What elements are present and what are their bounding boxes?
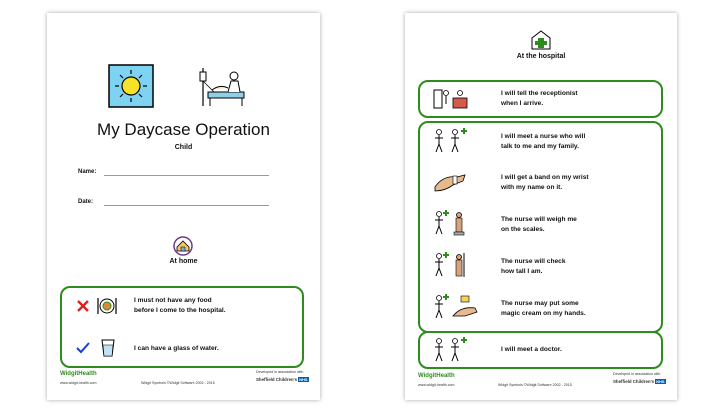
- sun-icon: [108, 64, 154, 108]
- list-item: [420, 207, 661, 241]
- nurse-measuring-height-icon: [433, 252, 469, 278]
- page-heading: At the hospital: [516, 53, 566, 60]
- name-label: Name:: [78, 169, 97, 175]
- page-title: My Daycase Operation: [97, 120, 270, 139]
- doctor-and-family-icon: [433, 337, 469, 363]
- row-text: I will meet a doctor.: [501, 346, 562, 353]
- nurse-and-family-icon: [433, 128, 469, 154]
- partner-logo: Sheffield Children's NHS: [613, 379, 665, 384]
- home-icon: [173, 236, 193, 256]
- list-item: [62, 288, 302, 326]
- reception-box: [418, 80, 663, 118]
- date-line: [104, 205, 269, 206]
- name-line: [104, 175, 269, 176]
- date-field[interactable]: [78, 199, 93, 205]
- list-item: [420, 291, 661, 325]
- receptionist-icon: [433, 87, 469, 111]
- section-heading-at-home: At home: [169, 258, 198, 265]
- page-daycase-cover: [47, 13, 320, 400]
- list-item: [420, 249, 661, 283]
- row-text: I will meet a nurse who will talk to me and my family.: [501, 133, 586, 150]
- row-text: The nurse may put some magic cream on my hands.: [501, 300, 586, 317]
- footer-partner-note: Developed in association with: [256, 370, 304, 374]
- footer-url[interactable]: www.widgit-health.com: [60, 381, 97, 385]
- list-item: [420, 82, 661, 116]
- name-field[interactable]: [78, 169, 96, 175]
- footer-copyright: Widgit Symbols ©Widgit Software 2002 - 2015: [141, 381, 215, 385]
- page-at-the-hospital: [405, 13, 677, 400]
- row-text: I will get a band on my wrist with my name on it.: [501, 174, 589, 191]
- footer-url[interactable]: www.widgit-health.com: [418, 383, 455, 387]
- footer-partner-note: Developed in association with: [613, 372, 661, 376]
- at-home-box: [60, 286, 304, 368]
- date-label: Date:: [78, 199, 94, 205]
- nurse-weighing-icon: [433, 210, 469, 236]
- page-subtitle: Child: [174, 144, 193, 151]
- food-plate-icon: [95, 296, 119, 316]
- list-item: [420, 333, 661, 367]
- nurse-steps-box: [418, 121, 663, 333]
- row-text: I can have a glass of water.: [134, 345, 219, 352]
- row-text: The nurse will check how tall I am.: [501, 258, 566, 275]
- hospital-icon: [530, 30, 552, 50]
- nhs-logo: NHS: [656, 379, 665, 384]
- nhs-logo: NHS: [299, 377, 308, 382]
- list-item: [62, 328, 302, 366]
- widgit-health-logo: WidgitHealth: [418, 373, 455, 379]
- widgit-health-logo: WidgitHealth: [60, 371, 97, 377]
- row-text: I must not have any food before I come to the hospital.: [134, 297, 226, 314]
- wristband-icon: [433, 169, 469, 193]
- hospital-bed-icon: [198, 66, 248, 110]
- cross-icon: [76, 299, 90, 313]
- tick-icon: [76, 341, 90, 355]
- partner-logo: Sheffield Children's NHS: [256, 377, 308, 382]
- glass-of-water-icon: [100, 338, 116, 358]
- row-text: The nurse will weigh me on the scales.: [501, 216, 577, 233]
- list-item: [420, 125, 661, 159]
- doctor-box: [418, 331, 663, 369]
- list-item: [420, 165, 661, 199]
- nurse-cream-icon: [433, 294, 479, 320]
- row-text: I will tell the receptionist when I arrive.: [501, 90, 578, 107]
- footer-copyright: Widgit Symbols ©Widgit Software 2002 - 2015: [498, 383, 572, 387]
